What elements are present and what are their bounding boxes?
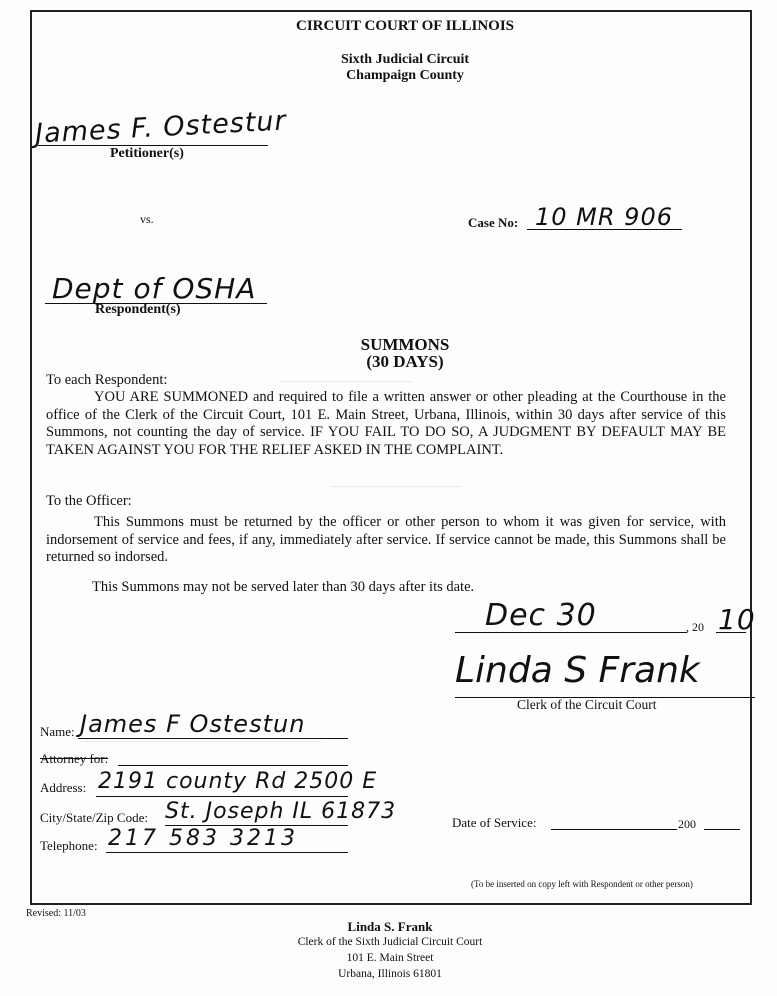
bleed-through-text: ________________________ bbox=[330, 485, 462, 497]
respondent-handwritten: Dept of OSHA bbox=[52, 272, 257, 305]
versus-label: vs. bbox=[140, 212, 154, 226]
issue-year-line bbox=[716, 632, 746, 633]
officer-heading: To the Officer: bbox=[46, 493, 132, 509]
footer-clerk-title: Clerk of the Sixth Judicial Circuit Court bbox=[297, 936, 483, 948]
petitioner-signature: James F. Ostestur bbox=[34, 105, 288, 150]
clerk-signature: Linda S Frank bbox=[455, 650, 700, 691]
service-note: (To be inserted on copy left with Respondent or other person) bbox=[471, 879, 693, 889]
city-handwritten: St. Joseph IL 61873 bbox=[165, 799, 397, 824]
service-date-label: Date of Service: bbox=[452, 815, 537, 830]
attorney-line bbox=[118, 765, 348, 766]
bleed-through-text: ________________________ bbox=[280, 380, 412, 392]
court-title: CIRCUIT COURT OF ILLINOIS bbox=[296, 18, 514, 34]
case-number-label: Case No: bbox=[468, 215, 519, 230]
footer-city: Urbana, Illinois 61801 bbox=[338, 968, 442, 980]
issue-date-handwritten: Dec 30 bbox=[485, 598, 597, 633]
telephone-label: Telephone: bbox=[40, 838, 98, 853]
service-year-line bbox=[704, 829, 740, 830]
summons-title: SUMMONS bbox=[360, 335, 450, 354]
service-limit-text: This Summons may not be served later than 30 days after its date. bbox=[92, 579, 475, 595]
respondent-heading: To each Respondent: bbox=[46, 372, 168, 388]
officer-instructions: This Summons must be returned by the officer or other person to whom it was given for service, with indorsement of service and fees, if any, immediately after service. If service cannot be made, this Summons shall be returned so indorsed. bbox=[46, 514, 726, 565]
respondent-instructions: YOU ARE SUMMONED and required to file a written answer or other pleading at the Courthouse in the office of the Clerk of the Circuit Court, 101 E. Main Street, Urbana, Illinois, within 30 days after service of this Summons, not counting the day of service. IF YOU FAIL TO DO SO, A JUDGMENT BY DEFAULT MAY BE TAKEN AGAINST YOU FOR THE RELIEF ASKED IN THE COMPLAINT. bbox=[46, 389, 726, 458]
case-number-handwritten: 10 MR 906 bbox=[535, 203, 673, 231]
name-line bbox=[78, 738, 348, 739]
telephone-line bbox=[106, 852, 348, 853]
address-line bbox=[96, 796, 348, 797]
summons-subtitle: (30 DAYS) bbox=[366, 352, 444, 371]
footer-clerk-name: Linda S. Frank bbox=[347, 919, 433, 934]
name-handwritten: James F Ostestun bbox=[80, 710, 306, 738]
address-label: Address: bbox=[40, 780, 87, 795]
petitioner-label: Petitioner(s) bbox=[110, 146, 184, 161]
circuit-name: Sixth Judicial Circuit bbox=[340, 52, 470, 67]
issue-date-line bbox=[455, 632, 687, 633]
bleed-through-text: ____________________________________________ bbox=[80, 740, 322, 752]
respondent-label: Respondent(s) bbox=[95, 302, 181, 317]
issue-year-handwritten: 10 bbox=[718, 603, 756, 636]
address-handwritten: 2191 county Rd 2500 E bbox=[98, 769, 378, 794]
name-label: Name: bbox=[40, 724, 75, 739]
attorney-label: Attorney for: bbox=[40, 751, 109, 766]
footer-street: 101 E. Main Street bbox=[346, 952, 434, 964]
issue-year-prefix: , 20 bbox=[686, 620, 704, 634]
revised-date: Revised: 11/03 bbox=[26, 908, 86, 919]
city-label: City/State/Zip Code: bbox=[40, 810, 148, 825]
clerk-label: Clerk of the Circuit Court bbox=[517, 697, 657, 712]
county-name: Champaign County bbox=[346, 68, 464, 83]
telephone-handwritten: 217 583 3213 bbox=[108, 826, 298, 851]
service-year: 200 bbox=[678, 817, 696, 831]
service-date-line bbox=[551, 829, 677, 830]
